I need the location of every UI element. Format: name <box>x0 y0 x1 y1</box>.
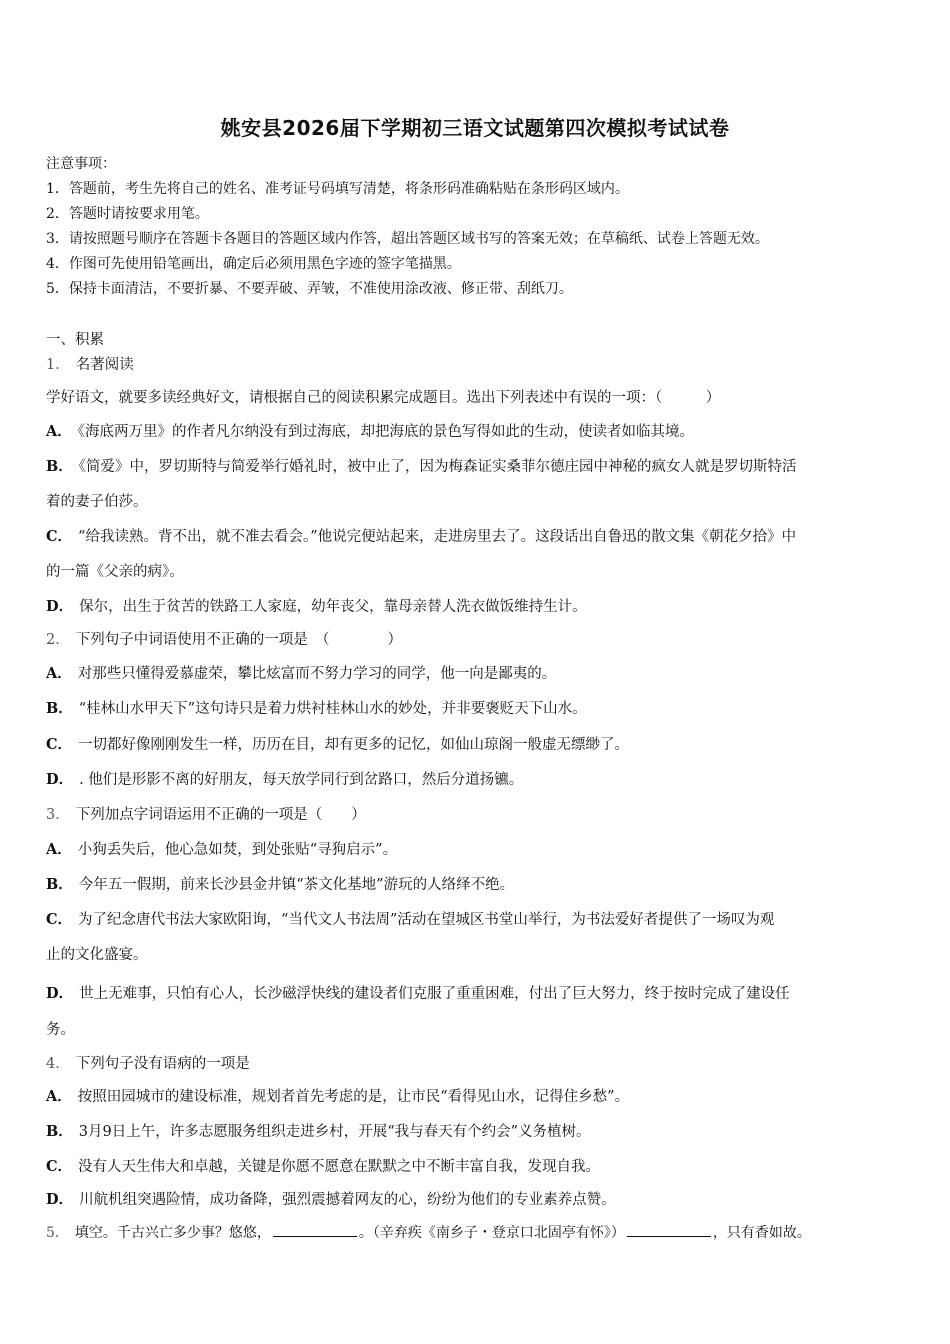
question-4-option-c <box>46 1155 916 1176</box>
option-text: 《简爱》中，罗切斯特与简爱举行婚礼时，被中止了，因为梅森证实桑菲尔德庄园中神秘的疯女人就是罗切斯特活 <box>78 459 797 475</box>
question-1-stem: 学好语文，就要多读经典好文，请根据自己的阅读积累完成题目。选出下列表述中有误的一项：（ ） <box>46 390 721 406</box>
option-text: 为了纪念唐代书法大家欧阳询，“当代文人书法周”活动在望城区书堂山举行，为书法爱好者提供了一场叹为观 <box>78 912 775 928</box>
question-3-option-c <box>46 908 916 929</box>
option-label: B． <box>46 876 73 893</box>
option-text: “桂林山水甲天下”这句诗只是着力烘衬桂林山水的妙处，并非要褒贬天下山水。 <box>78 701 587 717</box>
question-text: ，只有香如故。 <box>712 1225 811 1241</box>
question-2-option-c <box>46 733 916 754</box>
question-number: 1． <box>46 357 70 373</box>
question-text: 下列句子中词语使用不正确的一项是 （ ） <box>75 632 402 648</box>
option-text: 《海底两万里》的作者凡尔纳没有到过海底，却把海底的景色写得如此的生动，使读者如临其境。 <box>77 424 695 440</box>
option-text: 一切都好像刚刚发生一样，历历在目，却有更多的记忆，如仙山琼阁一般虚无缥缈了。 <box>78 737 630 753</box>
question-text: 下列加点字词语运用不正确的一项是（ ） <box>75 807 366 823</box>
question-2-stem <box>46 628 916 649</box>
option-label: B． <box>46 700 73 717</box>
question-4-option-d <box>46 1188 916 1209</box>
notice-item: 1．答题前，考生先将自己的姓名、准考证号码填写清楚，将条形码准确粘贴在条形码区域内。 <box>46 181 629 197</box>
question-text: 下列句子没有语病的一项是 <box>75 1056 250 1072</box>
option-text: 小狗丢失后，他心急如焚，到处张贴“寻狗启示”。 <box>77 842 398 858</box>
answer-blank[interactable] <box>627 1222 711 1237</box>
question-1-option-b-cont: 着的妻子伯莎。 <box>46 494 148 510</box>
question-3-option-d-cont: 务。 <box>46 1022 75 1038</box>
notice-heading: 注意事项： <box>46 156 116 172</box>
notice-item: 5．保持卡面清洁，不要折暴、不要弄破、弄皱，不准使用涂改液、修正带、刮纸刀。 <box>46 281 573 297</box>
option-label: C． <box>46 911 73 928</box>
option-text: . 他们是形影不离的好朋友，每天放学同行到岔路口，然后分道扬镳。 <box>79 772 524 788</box>
question-1-option-c <box>46 525 916 546</box>
question-number: 3． <box>46 807 70 823</box>
question-3-option-c-cont: 止的文化盛宴。 <box>46 947 148 963</box>
option-text: 川航机组突遇险情，成功备降，强烈震撼着网友的心，纷纷为他们的专业素养点赞。 <box>79 1192 616 1208</box>
option-text: 按照田园城市的建设标准，规划者首先考虑的是，让市民“看得见山水，记得住乡愁”。 <box>77 1089 630 1105</box>
question-4-stem <box>46 1052 916 1073</box>
option-label: D． <box>46 598 74 615</box>
option-text: 今年五一假期，前来长沙县金井镇“茶文化基地”游玩的人络绎不绝。 <box>78 877 515 893</box>
option-label: C． <box>46 1158 73 1175</box>
question-1-option-d <box>46 595 916 616</box>
option-text: 没有人天生伟大和卓越，关键是你愿不愿意在默默之中不断丰富自我，发现自我。 <box>78 1159 601 1175</box>
option-label: B． <box>46 1123 73 1140</box>
question-3-option-b <box>46 873 916 894</box>
question-1-option-a <box>46 420 916 441</box>
question-text: 填空。千古兴亡多少事？悠悠， <box>74 1225 271 1241</box>
option-label: B． <box>46 458 73 475</box>
question-number: 2． <box>46 632 70 648</box>
question-1-option-c-cont: 的一篇《父亲的病》。 <box>46 564 184 580</box>
question-2-option-d <box>46 768 916 789</box>
question-4-option-a <box>46 1085 916 1106</box>
option-label: D． <box>46 771 74 788</box>
option-text: 保尔，出生于贫苦的铁路工人家庭，幼年丧父，靠母亲替人洗衣做饭维持生计。 <box>79 599 587 615</box>
question-5-fill-blank <box>46 1222 916 1242</box>
question-2-option-a <box>46 662 916 683</box>
question-number: 4． <box>46 1056 70 1072</box>
option-label: A． <box>46 423 72 440</box>
notice-item: 2．答题时请按要求用笔。 <box>46 206 209 222</box>
notice-item: 3．请按照题号顺序在答题卡各题目的答题区域内作答，超出答题区域书写的答案无效；在草稿纸、试卷上答题无效。 <box>46 231 769 247</box>
option-text: 世上无难事，只怕有心人，长沙磁浮快线的建设者们克服了重重困难，付出了巨大努力，终于按时完成了建设任 <box>79 986 790 1002</box>
answer-blank[interactable] <box>273 1222 357 1237</box>
option-label: A． <box>46 665 72 682</box>
question-1-title <box>46 353 916 374</box>
option-text: 对那些只懂得爱慕虚荣，攀比炫富而不努力学习的同学，他一向是鄙夷的。 <box>77 666 557 682</box>
section-heading: 一、积累 <box>46 332 104 348</box>
page-title: 姚安县2026届下学期初三语文试题第四次模拟考试试卷 <box>220 116 730 140</box>
option-label: D． <box>46 1191 74 1208</box>
option-label: C． <box>46 736 73 753</box>
notice-item: 4．作图可先使用铅笔画出，确定后必须用黑色字迹的签字笔描黑。 <box>46 256 461 272</box>
option-label: D． <box>46 985 74 1002</box>
question-1-option-b <box>46 455 916 476</box>
option-text: “给我读熟。背不出，就不准去看会。”他说完便站起来，走进房里去了。这段话出自鲁迅的散文集《朝花夕拾》中 <box>78 529 797 545</box>
question-3-option-d <box>46 982 916 1003</box>
question-3-stem <box>46 803 916 824</box>
option-text: 3月9日上午，许多志愿服务组织走进乡村，开展“我与春天有个约会”义务植树。 <box>78 1124 591 1140</box>
question-3-option-a <box>46 838 916 859</box>
question-text: 。（辛弃疾《南乡子・登京口北固亭有怀》） <box>358 1225 625 1241</box>
question-number: 5． <box>46 1225 69 1241</box>
option-label: A． <box>46 841 72 858</box>
question-text: 名著阅读 <box>75 357 134 373</box>
option-label: C． <box>46 528 73 545</box>
question-4-option-b <box>46 1120 916 1141</box>
question-2-option-b <box>46 697 916 718</box>
option-label: A． <box>46 1088 72 1105</box>
